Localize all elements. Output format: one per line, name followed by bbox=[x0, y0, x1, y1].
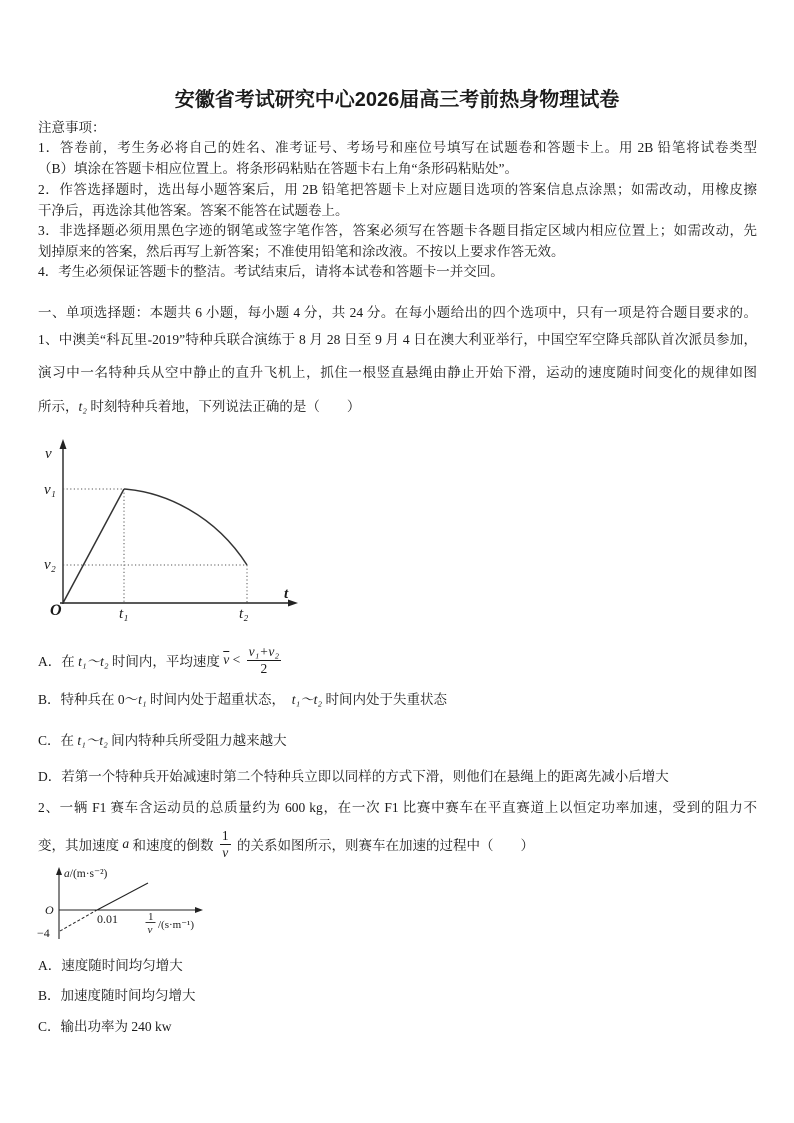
q1-stem-line: 演习中一名特种兵从空中静止的直升飞机上，抓住一根竖直悬绳由静止开始下滑，运动的速度随时间变化的规律如图 bbox=[38, 365, 757, 380]
x-axis-label-unit: /(s·m⁻¹) bbox=[158, 919, 194, 931]
option-text: 时间内处于失重状态 bbox=[322, 692, 447, 707]
a-axis-arrow bbox=[56, 867, 62, 875]
fraction-numerator: 1 bbox=[221, 827, 229, 843]
t2-label: t₂ bbox=[239, 606, 249, 622]
option-math: t₁～t₂ bbox=[77, 733, 108, 748]
q1-stem-line bbox=[38, 397, 757, 417]
extrapolated-dashed-line bbox=[60, 910, 97, 931]
less-than-sign: < bbox=[229, 652, 244, 667]
q2-stem-line: 2、一辆 F1 赛车含运动员的总质量约为 600 kg，在一次 F1 比赛中赛车在平直赛道上以恒定功率加速，受到的阻力不 bbox=[38, 800, 757, 815]
notice-line: （B）填涂在答题卡相应位置上。将条形码粘贴在答题卡右上角“条形码粘贴处”。 bbox=[38, 161, 518, 176]
q2-stem-text: 和速度的倒数 bbox=[129, 838, 217, 853]
q1-option-a bbox=[38, 643, 284, 677]
option-math: t₁～t₂ bbox=[78, 654, 109, 669]
notice-line: 2．作答选择题时，选出每小题答案后，用 2B 铅笔把答题卡上对应题目选项的答案信息点涂黑；如需改动，用橡皮擦 bbox=[38, 182, 757, 197]
fraction-denominator: 2 bbox=[260, 660, 268, 676]
average-velocity-symbol: $\overline{v}$ bbox=[223, 652, 230, 667]
a-axis-unit: /(m·s⁻²) bbox=[69, 868, 108, 880]
option-text: A．在 bbox=[38, 654, 79, 669]
acceleration-inverse-velocity-graph bbox=[36, 864, 206, 942]
t-axis-label: t bbox=[284, 586, 289, 602]
q2-option-a: A．速度随时间均匀增大 bbox=[38, 958, 183, 973]
option-text: 时间内处于超重状态， bbox=[146, 692, 292, 707]
acceleration-symbol: a bbox=[122, 836, 130, 851]
deceleration-curve bbox=[124, 489, 247, 565]
q2-stem-text: 的关系如图所示，则赛车在加速的过程中（ ） bbox=[233, 838, 534, 853]
origin-label: O bbox=[50, 602, 62, 619]
x-axis-label-numerator: 1 bbox=[148, 911, 154, 923]
fraction bbox=[247, 645, 281, 676]
notice-line: 划掉原来的答案，然后再写上新答案；不准使用铅笔和涂改液。不按以上要求作答无效。 bbox=[38, 244, 565, 259]
origin-label: O bbox=[45, 903, 54, 917]
option-math: t₁～t₂ bbox=[291, 692, 323, 707]
q1-stem-math: t₂ bbox=[78, 399, 87, 414]
option-text: B．特种兵在 0～ bbox=[38, 692, 139, 707]
option-text: 时间内，平均速度 bbox=[108, 654, 224, 669]
t-axis-arrow bbox=[288, 600, 298, 607]
fraction-numerator: v₁+v₂ bbox=[248, 643, 280, 659]
v1-label: v₁ bbox=[44, 482, 56, 498]
a-axis-label bbox=[64, 868, 108, 880]
notice-heading: 注意事项： bbox=[38, 120, 106, 135]
exam-title: 安徽省考试研究中心2026届高三考前热身物理试卷 bbox=[174, 89, 620, 111]
notice-line: 干净后，再选涂其他答案。答案不能答在试题卷上。 bbox=[38, 203, 349, 218]
q1-option-d: D．若第一个特种兵开始减速时第二个特种兵立即以同样的方式下滑，则他们在悬绳上的距离先减小后增大 bbox=[38, 769, 669, 784]
a-axis-symbol: a bbox=[64, 868, 70, 880]
section-heading: 一、单项选择题：本题共 6 小题，每小题 4 分，共 24 分。在每小题给出的四个选项中，只有一项是符合题目要求的。 bbox=[38, 305, 757, 320]
fraction bbox=[220, 829, 231, 860]
y-tick-label: −4 bbox=[37, 926, 50, 940]
data-line bbox=[97, 883, 148, 910]
velocity-time-graph bbox=[36, 434, 304, 628]
q2-stem-text: 变，其加速度 bbox=[38, 838, 123, 853]
q2-option-b: B．加速度随时间均匀增大 bbox=[38, 988, 196, 1003]
q2-stem-line bbox=[38, 827, 534, 861]
q1-option-b bbox=[38, 690, 757, 710]
acceleration-segment bbox=[63, 489, 124, 603]
t1-label: t₁ bbox=[119, 606, 129, 622]
v-axis-label: v bbox=[45, 446, 52, 462]
v2-guide-line bbox=[63, 565, 247, 603]
q1-stem-text: 所示， bbox=[38, 399, 79, 414]
option-text: 间内特种兵所受阻力越来越大 bbox=[107, 733, 287, 748]
v-axis-arrow bbox=[60, 439, 67, 449]
x-tick-label: 0.01 bbox=[97, 912, 118, 926]
notice-line: 4．考生必须保证答题卡的整洁。考试结束后，请将本试卷和答题卡一并交回。 bbox=[38, 264, 504, 279]
v2-label: v₂ bbox=[44, 557, 56, 573]
option-text: C．在 bbox=[38, 733, 78, 748]
q1-option-c bbox=[38, 731, 757, 751]
q2-option-c: C．输出功率为 240 kw bbox=[38, 1019, 172, 1034]
notice-line: 3．非选择题必须用黑色字迹的钢笔或签字笔作答，答案必须写在答题卡各题目指定区域内相应位置上；如需改动，先 bbox=[38, 223, 757, 238]
fraction-denominator: v bbox=[222, 844, 229, 860]
x-axis-label-denominator: v bbox=[147, 924, 153, 936]
notice-line: 1．答卷前，考生务必将自己的姓名、准考证号、考场号和座位号填写在试题卷和答题卡上。用 2B 铅笔将试卷类型 bbox=[38, 140, 757, 155]
q1-stem-text: 时刻特种兵着地，下列说法正确的是（ ） bbox=[86, 399, 361, 414]
x-axis-arrow bbox=[195, 907, 203, 913]
q1-stem-line: 1、中澳美“科瓦里-2019”特种兵联合演练于 8 月 28 日至 9 月 4 日在澳大利亚举行，中国空军空降兵部队首次派员参加， bbox=[38, 332, 757, 347]
option-math: t₁ bbox=[138, 692, 147, 707]
